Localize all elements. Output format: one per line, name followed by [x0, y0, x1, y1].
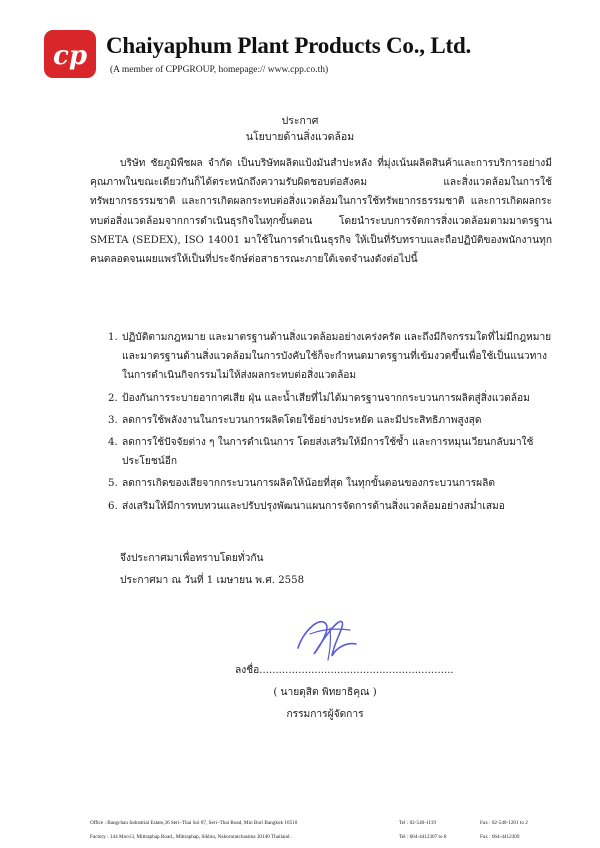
- announcement-heading: ประกาศ: [281, 115, 319, 127]
- office-address: Office : Bangchan Industrial Estate,36 Seri–Thai Soi 87, Seri–Thai Road, Min Buri Bangkok 10510: [90, 820, 298, 826]
- policy-list: [90, 328, 552, 519]
- policy-item: 5. ลดการเกิดของเสียจากกระบวนการผลิตให้น้อยที่สุด ในทุกขั้นตอนของกระบวนการผลิต: [108, 478, 496, 490]
- policy-item: 1. ปฏิบัติตามกฎหมาย และมาตรฐานด้านสิ่งแวดล้อมอย่างเคร่งครัด และถึงมีกิจกรรมใดที่ไม่มีกฎหมายและมาตรฐานด้านสิ่งแวดล้อมในการบังคับใช้ก็จะกำหนดมาตรฐานที่เข้มงวดขึ้นเพื่อใช้เป็นแนวทางในการดำเนินกิจกรรมไม่ให้ส่งผลกระทบต่อสิ่งแวดล้อม: [108, 332, 552, 382]
- office-tel: Tel : 02-540-1119: [399, 820, 436, 826]
- policy-item: 2. ป้องกันการระบายอากาศเสีย ฝุ่น และน้ำเสียที่ไม่ได้มาตรฐานจากกระบวนการผลิตสู่สิ่งแวดล้อม: [108, 392, 530, 404]
- policy-item: 3. ลดการใช้พลังงานในกระบวนการผลิตโดยใช้อย่างประหยัด และมีประสิทธิภาพสูงสุด: [108, 414, 482, 426]
- announcement-body: [90, 154, 552, 269]
- body-text: บริษัท ชัยภูมิพืชผล จำกัด เป็นบริษัทผลิตแป้งมันสำปะหลัง ที่มุ่งเน้นผลิตสินค้าและการบริการอย่างมีคุณภาพในขณะเดียวกันก็ได้ตระหนักถึงความรับผิดชอบต่อสังคม และสิ่งแวดล้อมในการใช้ทรัพยากรธรรมชาติ และการเกิดผลกระทบต่อสิ่งแวดล้อมในการใช้ทรัพยากรธรรมชาติ และการเกิดผลกระทบต่อสิ่งแวดล้อมจากการดำเนินธุรกิจในทุกขั้นตอน โดยนำระบบการจัดการสิ่งแวดล้อมตามมาตรฐาน SMETA (SEDEX), ISO 14001 มาใช้ในการดำเนินธุรกิจ ให้เป็นที่รับทราบและถือปฏิบัติของพนักงานทุกคนตลอดจนเผยแพร่ให้เป็นที่ประจักษ์ต่อสาธารณะภายใต้เจตจำนงดังต่อไปนี้: [90, 158, 552, 266]
- company-name: Chaiyaphum Plant Products Co., Ltd.: [106, 33, 472, 58]
- factory-address: Factory : 144 Moo13, Mittraphap Road., Mittraphap, Sikhiu, Nakornratchasima 30140 Thailand .: [90, 834, 293, 840]
- signature-image: [290, 608, 360, 666]
- company-logo: [44, 30, 96, 78]
- company-tagline: (A member of CPPGROUP, homepage:// www.cpp.co.th): [110, 65, 329, 75]
- closing-statement: จึงประกาศมาเพื่อทราบโดยทั่วกัน: [120, 553, 264, 564]
- signer-name: ( นายดุสิต พิทยาธิคุณ ): [273, 687, 377, 698]
- policy-item: 4. ลดการใช้ปัจจัยต่าง ๆ ในการดำเนินการ โดยส่งเสริมให้มีการใช้ซ้ำ และการหมุนเวียนกลับมาใช้ประโยชน์อีก: [108, 437, 534, 468]
- policy-item: 6. ส่งเสริมให้มีการทบทวนและปรับปรุงพัฒนาแผนการจัดการด้านสิ่งแวดล้อมอย่างสม่ำเสมอ: [108, 500, 505, 512]
- announcement-subject: นโยบายด้านสิ่งแวดล้อม: [245, 131, 355, 143]
- svg-text:cp: cp: [52, 41, 88, 71]
- office-fax: Fax : 02-540-1201 to 2: [480, 820, 528, 826]
- signer-title: กรรมการผู้จัดการ: [286, 709, 364, 720]
- signature-line: ลงชื่อ............................................................: [235, 665, 454, 676]
- factory-tel: Tel : 664-4412307 to 8: [399, 834, 447, 840]
- announcement-date: ประกาศมา ณ วันที่ 1 เมษายน พ.ศ. 2558: [120, 575, 305, 586]
- factory-fax: Fax : 664-4412309: [480, 834, 520, 840]
